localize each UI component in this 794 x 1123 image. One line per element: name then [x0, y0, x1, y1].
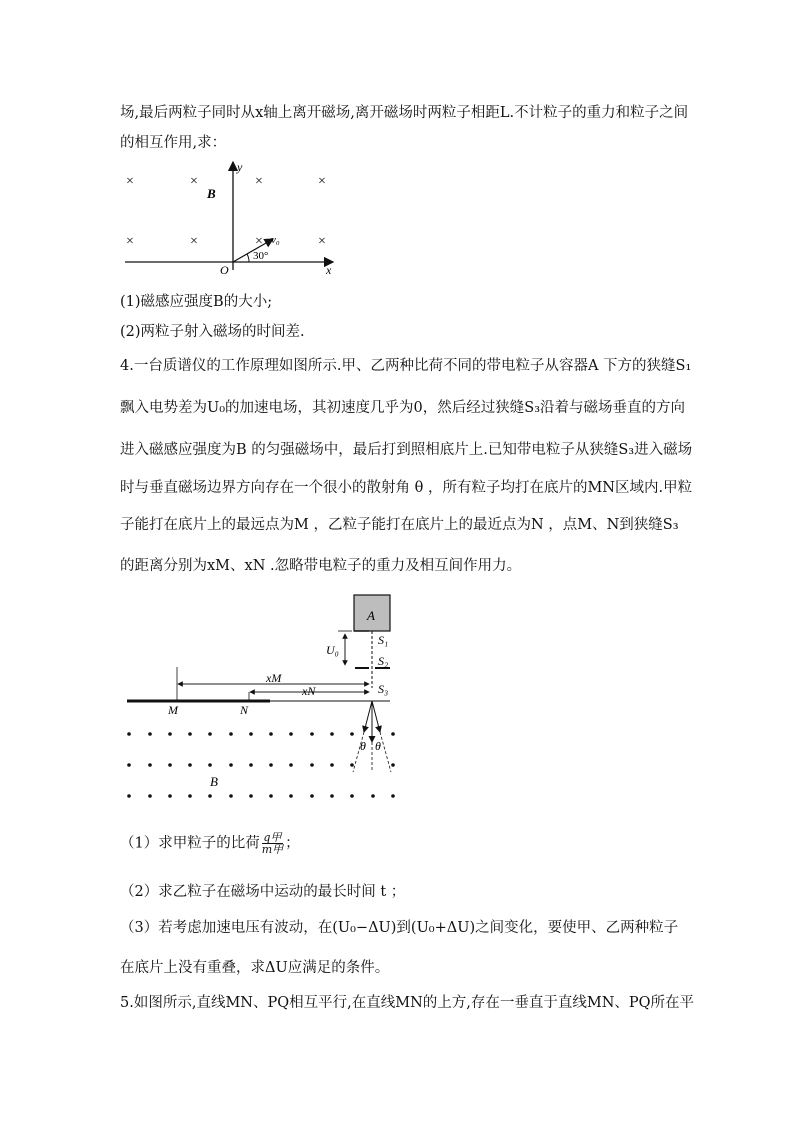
- intro-line-2: 的相互作用,求：: [120, 135, 227, 151]
- container-a-label: A: [367, 608, 375, 623]
- theta-left: θ: [360, 739, 366, 753]
- field-cross: ×: [190, 174, 198, 189]
- field-cross: ×: [255, 234, 263, 249]
- field-cross: ×: [318, 234, 326, 249]
- s2-label: S₂: [378, 654, 389, 668]
- frac-numerator: q甲: [263, 831, 282, 844]
- n-label: N: [240, 703, 249, 717]
- s3-label: S₃: [378, 682, 389, 696]
- p4-question-3-line-1: （3）若考虑加速电压有波动，在(U₀−ΔU)到(U₀+ΔU)之间变化，要使甲、乙两种粒子: [120, 920, 679, 936]
- charge-mass-ratio: [262, 832, 283, 855]
- q3-item-2: (2)两粒子射入磁场的时间差.: [120, 324, 305, 340]
- q3-item-1: (1)磁感应强度B的大小;: [120, 294, 273, 310]
- p4-line-2: 飘入电势差为U₀的加速电场，其初速度几乎为0，然后经过狭缝S₃沿着与磁场垂直的方向: [120, 400, 686, 416]
- s1-label: S₁: [378, 633, 389, 647]
- field-cross: ×: [190, 234, 198, 249]
- p4-line-6: 的距离分别为xM、xN .忽略带电粒子的重力及相互间作用力。: [120, 558, 522, 574]
- xm-label: xM: [266, 671, 282, 685]
- p4-line-1: 4.一台质谱仪的工作原理如图所示.甲、乙两种比荷不同的带电粒子从容器A 下方的狭缝S₁: [120, 358, 692, 374]
- b-label: B: [210, 774, 218, 789]
- u0-label: U₀: [326, 643, 339, 657]
- origin-label: O: [220, 263, 229, 277]
- xn-label: xN: [302, 684, 316, 698]
- p5-line-1: 5.如图所示,直线MN、PQ相互平行,在直线MN的上方,存在一垂直于直线MN、PQ所在平: [120, 995, 695, 1011]
- figure-2-mass-spectrometer: [120, 592, 410, 807]
- m-label: M: [168, 703, 178, 717]
- field-cross: ×: [255, 174, 263, 189]
- frac-denominator: m甲: [261, 843, 284, 856]
- x-axis-label: x: [326, 263, 332, 277]
- angle-arc: [247, 254, 249, 262]
- velocity-label: v₀: [271, 234, 280, 246]
- p4-question-1: [120, 832, 300, 855]
- beam-right: [372, 701, 380, 732]
- p4-line-3: 进入磁感应强度为B 的匀强磁场中，最后打到照相底片上.已知带电粒子从狭缝S₃进入磁场: [120, 442, 693, 458]
- p4-question-3-line-2: 在底片上没有重叠，求ΔU应满足的条件。: [120, 960, 390, 976]
- theta-right: θ: [375, 739, 381, 753]
- intro-line-1: 场,最后两粒子同时从x轴上离开磁场,离开磁场时两粒子相距L.不计粒子的重力和粒子之间: [120, 105, 689, 121]
- field-cross: ×: [126, 174, 134, 189]
- p4-question-2: （2）求乙粒子在磁场中运动的最长时间 t ；: [120, 884, 406, 900]
- field-label: B: [207, 186, 216, 201]
- y-axis-label: y: [237, 160, 243, 174]
- cone-right: [380, 732, 391, 772]
- field-cross: ×: [318, 174, 326, 189]
- beam-left: [364, 701, 372, 732]
- field-dots: [127, 732, 395, 798]
- field-cross: ×: [126, 234, 134, 249]
- p4-q1-prefix: （1）求甲粒子的比荷: [120, 835, 260, 852]
- angle-label: 30°: [253, 250, 269, 262]
- p4-q1-suffix: ；: [285, 835, 300, 852]
- p4-line-4: 时与垂直磁场边界方向存在一个很小的散射角 θ ，所有粒子均打在底片的MN区域内.甲粒: [120, 480, 693, 496]
- p4-line-5: 子能打在底片上的最远点为M ，乙粒子能打在底片上的最近点为N ，点M、N到狭缝S₃: [120, 517, 679, 533]
- figure-1-field-diagram: [115, 158, 345, 280]
